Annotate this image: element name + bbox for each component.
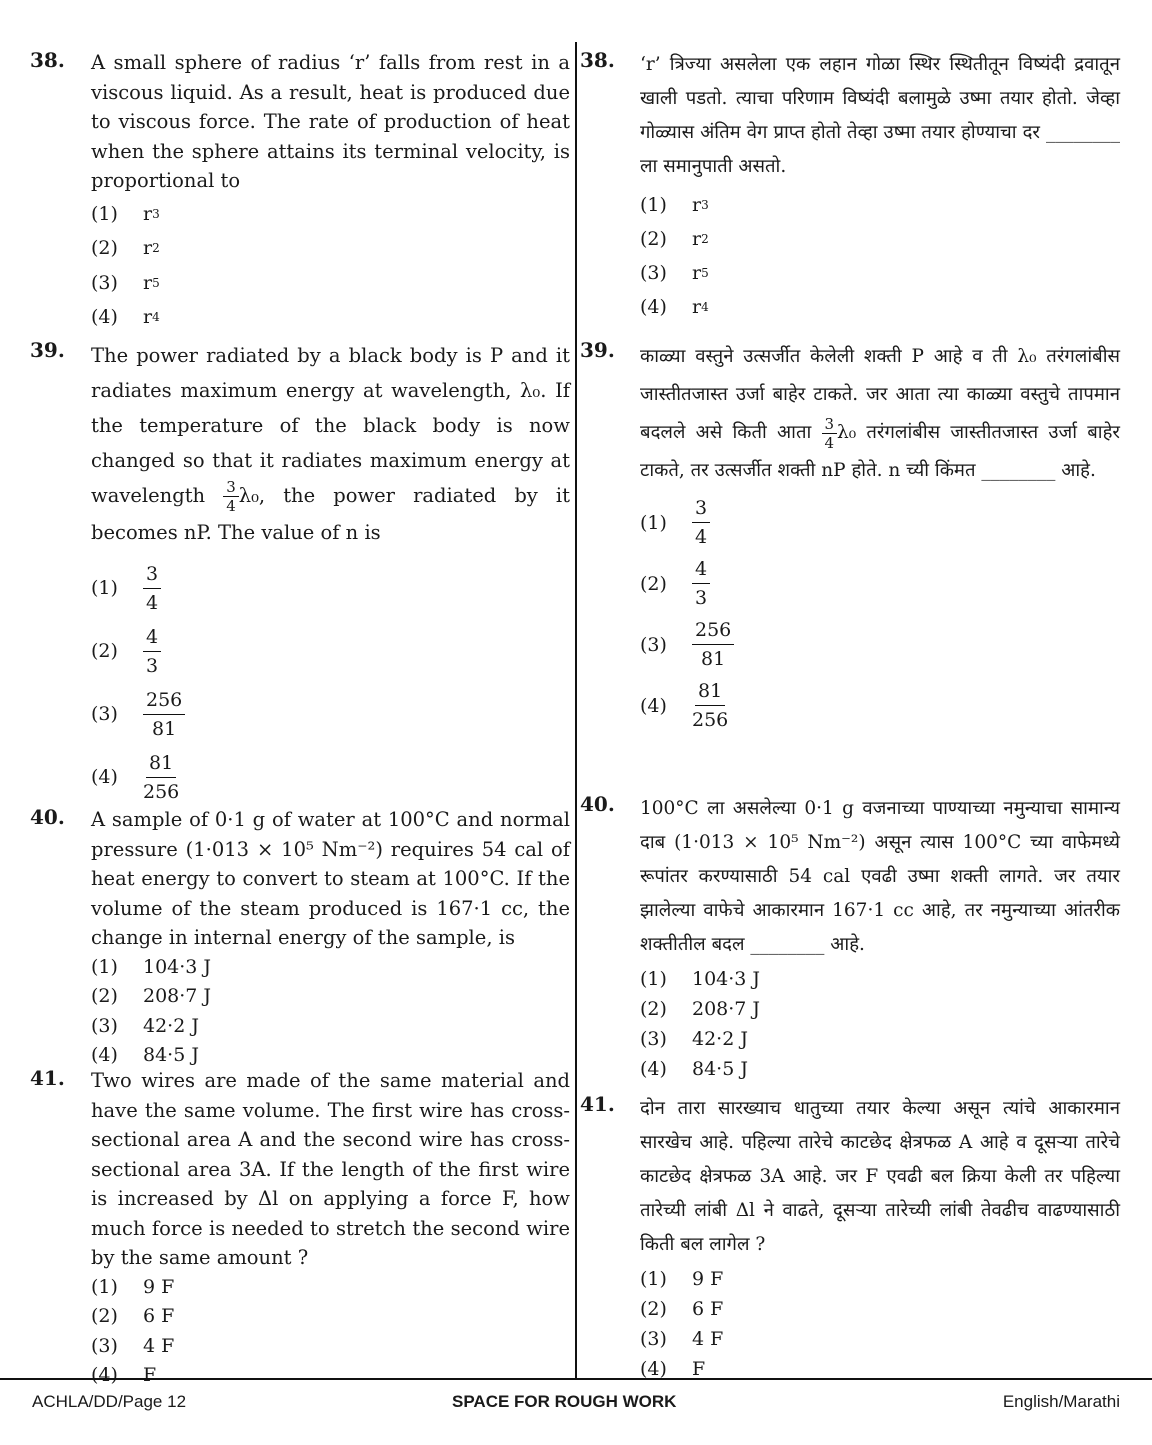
option-3: (3) $\frac{256}{81}$	[640, 616, 1120, 673]
question-number: 41.	[580, 1092, 615, 1116]
question-text: ‘r’ त्रिज्या असलेला एक लहान गोळा स्थिर स्थितीतून विष्यंदी द्रवातून खाली पडतो. त्याचा परिणाम विष्यंदी बलामुळे उष्मा तयार होतो. जेव्हा गोळ्यास अंतिम वेग प्राप्त होतो तेव्हा उष्मा तयार होण्याचा दर ________ ला समानुपाती असतो.	[640, 54, 1120, 177]
page-footer	[0, 1378, 1152, 1411]
question-number: 39.	[580, 338, 615, 362]
question-text: दोन तारा सारख्याच धातुच्या तयार केल्या असून त्यांचे आकारमान सारखेच आहे. पहिल्या तारेचे काटछेद क्षेत्रफळ A आहे व दूसऱ्या तारेचे काटछेद क्षेत्रफळ 3A आहे. जर F एवढी बल क्रिया केली तर पहिल्या तारेच्यी लांबी Δl ने वाढते, दूसऱ्या तारेच्यी लांबी तेवढीच वाढण्यासाठी किती बल लागेल ?	[640, 1098, 1120, 1255]
question-38-en	[30, 48, 570, 333]
option-1: (1) 9 F	[91, 1275, 175, 1298]
option-2: (2) 6 F	[640, 1298, 724, 1320]
fraction: $\frac{3}{4}$	[822, 415, 838, 452]
question-40-mr	[580, 792, 1120, 1084]
question-text: A sample of 0·1 g of water at 100°C and normal pressure (1·013 × 10⁵ Nm⁻²) requires 54 cal of heat energy to convert to steam at 100°C. If the volume of the steam produced is 167·1 cc, the change in internal energy of the sample, is	[91, 808, 570, 949]
option-4: (4) 84·5 J	[91, 1044, 199, 1066]
option-1: (1) r 3	[91, 202, 160, 225]
option-3: (3) r 5	[91, 271, 160, 294]
rough-work-label: SPACE FOR ROUGH WORK	[452, 1392, 677, 1411]
option-4: (4) $\frac{81}{256}$	[640, 677, 1120, 734]
page-code: ACHLA/DD/Page 12	[32, 1392, 187, 1411]
option-1: (1) 104·3 J	[640, 968, 761, 990]
question-41-mr	[580, 1092, 1120, 1384]
option-2: (2) r 2	[91, 237, 160, 259]
option-4: (4) $\frac{81}{256}$	[91, 749, 570, 806]
question-number: 41.	[30, 1066, 65, 1090]
option-1: (1) $\frac{3}{4}$	[640, 494, 1120, 551]
question-39-en	[30, 338, 570, 806]
option-3: (3) 42·2 J	[640, 1028, 748, 1050]
option-3: (3) $\frac{256}{81}$	[91, 686, 570, 743]
question-number: 38.	[30, 48, 65, 72]
option-3: (3) 4 F	[91, 1334, 175, 1357]
option-4: (4) r 4	[640, 296, 709, 318]
option-2: (2) 6 F	[91, 1305, 175, 1327]
column-divider	[575, 42, 577, 1378]
question-text: The power radiated by a black body is P and it radiates maximum energy at wavelength, λ₀. If the temperature of the black body is now changed so that it radiates maximum energy at wavelength $\frac{3}{4}$ λ₀, the power radiated by it becomes nP. The value of n is	[91, 344, 570, 544]
option-4: (4) F	[640, 1358, 706, 1380]
question-39-mr	[580, 338, 1120, 734]
question-text: काळ्या वस्तुने उत्सर्जीत केलेली शक्ती P आहे व ती λ₀ तरंगलांबीस जास्तीतजास्त उर्जा बाहेर टाकते. जर आता त्या काळ्या वस्तुचे तापमान बदलले असे किती आता $\frac{3}{4}$ λ₀ तरंगलांबीस जास्तीतजास्त उर्जा बाहेर टाकते, तर उत्सर्जीत शक्ती nP होते. n च्यी किंमत ________ आहे.	[640, 346, 1120, 481]
option-3: (3) r 5	[640, 262, 709, 284]
question-number: 38.	[580, 48, 615, 72]
option-4: (4) F	[91, 1364, 157, 1386]
question-text: Two wires are made of the same material and have the same volume. The first wire has cross-sectional area A and the second wire has cross-sectional area 3A. If the length of the first wire is increased by Δl on applying a force F, how much force is needed to stretch the second wire by the same amount ?	[91, 1069, 570, 1269]
option-2: (2) r 2	[640, 228, 709, 250]
option-2: (2) 208·7 J	[640, 998, 761, 1020]
question-number: 40.	[30, 805, 65, 829]
option-2: (2) $\frac{4}{3}$	[640, 555, 1120, 612]
language-label: English/Marathi	[1002, 1392, 1120, 1411]
question-38-mr	[580, 48, 1120, 324]
option-1: (1) $\frac{3}{4}$	[91, 560, 570, 617]
option-1: (1) 104·3 J	[91, 955, 212, 978]
option-4: (4) r 4	[91, 306, 160, 328]
question-number: 40.	[580, 792, 615, 816]
question-40-en	[30, 805, 570, 1071]
question-text: 100°C ला असलेल्या 0·1 g वजनाच्या पाण्याच्या नमुन्याचा सामान्य दाब (1·013 × 10⁵ Nm⁻²) असून त्यास 100°C च्या वाफेमध्ये रूपांतर करण्यासाठी 54 cal एवढी उष्मा शक्ती लागते. जर तयार झालेल्या वाफेचे आकारमान 167·1 cc आहे, तर नमुन्याच्या आंतरीक शक्तीतील बदल ________ आहे.	[640, 798, 1120, 955]
option-3: (3) 4 F	[640, 1328, 724, 1350]
option-1: (1) r 3	[640, 194, 709, 216]
question-text: A small sphere of radius ‘r’ falls from rest in a viscous liquid. As a result, heat is produced due to viscous force. The rate of production of heat when the sphere attains its terminal velocity, is proportional to	[91, 51, 570, 192]
fraction: $\frac{3}{4}$	[223, 478, 239, 515]
option-1: (1) 9 F	[640, 1268, 724, 1290]
option-2: (2) 208·7 J	[91, 985, 212, 1007]
option-3: (3) 42·2 J	[91, 1014, 199, 1037]
option-2: (2) $\frac{4}{3}$	[91, 623, 570, 680]
question-number: 39.	[30, 338, 65, 362]
question-41-en	[30, 1066, 570, 1391]
option-4: (4) 84·5 J	[640, 1058, 748, 1080]
